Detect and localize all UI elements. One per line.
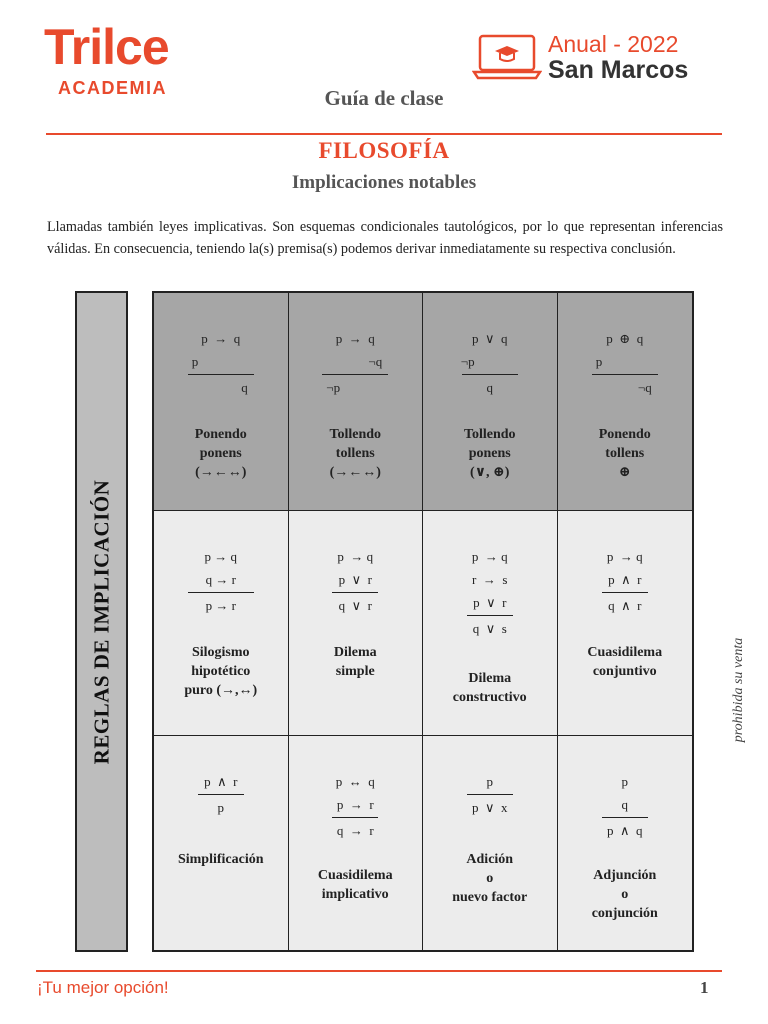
rule-cell-tollendo-tollens bbox=[289, 293, 424, 511]
inference-bar bbox=[332, 817, 378, 818]
premise: p → q bbox=[337, 549, 374, 564]
premise: p bbox=[486, 774, 493, 789]
premise: r → s bbox=[472, 572, 508, 587]
conclusion: ¬q bbox=[637, 380, 652, 395]
guide-title: Guía de clase bbox=[324, 86, 444, 110]
premise: ¬q bbox=[368, 354, 383, 369]
rule-formula bbox=[289, 545, 423, 617]
rule-formula bbox=[289, 327, 423, 399]
conclusion: p bbox=[217, 800, 224, 815]
rule-cell-ponendo-tollens bbox=[558, 293, 693, 511]
rule-cell-cuasidilema-implicativo bbox=[289, 736, 424, 950]
premise: p → q bbox=[471, 549, 508, 564]
rule-name: Cuasidilema implicativo bbox=[317, 868, 393, 902]
premise: p → q bbox=[335, 331, 375, 346]
rules-table bbox=[152, 291, 694, 952]
rule-cell-dilema-simple bbox=[289, 511, 424, 736]
intro-paragraph: Llamadas también leyes implicativas. Son esquemas condicionales tautológicos, por lo que representan inferencias válidas. En consecuencia, teniendo la(s) premisa(s) podemos derivar inmediatamente su respectiva conclusión. bbox=[47, 219, 723, 257]
inference-bar bbox=[467, 615, 513, 616]
rule-cell-ponendo-ponens bbox=[154, 293, 289, 511]
rule-formula bbox=[154, 545, 288, 617]
conclusion: q ∨ r bbox=[338, 598, 372, 613]
premise: p ∧ r bbox=[204, 774, 238, 789]
rule-name: Dilema simple bbox=[333, 645, 377, 679]
rule-formula bbox=[423, 770, 557, 819]
rule-name: Cuasidilema conjuntivo bbox=[587, 645, 663, 679]
brand-name: Trilce bbox=[44, 19, 169, 75]
rule-formula bbox=[154, 770, 288, 819]
premise: p ∨ q bbox=[471, 331, 508, 346]
watermark bbox=[729, 620, 749, 760]
inference-bar bbox=[322, 374, 388, 375]
rule-cell-adicion bbox=[423, 736, 558, 950]
rule-name: Silogismo hipotético puro (→,↔) bbox=[184, 645, 258, 698]
inference-bar bbox=[188, 592, 254, 593]
rule-name: Simplificación bbox=[177, 852, 264, 867]
conclusion: q bbox=[486, 380, 493, 395]
side-label-box bbox=[75, 291, 128, 952]
premise: p → r bbox=[336, 797, 374, 812]
rule-cell-adjuncion bbox=[558, 736, 693, 950]
rule-name: Ponendo ponens (→←↔) bbox=[194, 427, 247, 480]
premise: p → q bbox=[606, 549, 643, 564]
side-label-text: REGLAS DE IMPLICACIÓN bbox=[89, 479, 113, 764]
inference-bar bbox=[467, 794, 513, 795]
watermark-text: prohibida su venta bbox=[731, 637, 746, 743]
laptop-graduation-icon bbox=[472, 32, 542, 80]
conclusion: q ∨ s bbox=[472, 621, 507, 636]
rule-cell-tollendo-ponens bbox=[423, 293, 558, 511]
inference-bar bbox=[602, 592, 648, 593]
inference-bar bbox=[198, 794, 244, 795]
inference-bar bbox=[602, 817, 648, 818]
premise: p → q bbox=[204, 549, 237, 564]
rule-formula bbox=[154, 327, 288, 399]
premise: p ⊕ q bbox=[606, 331, 644, 346]
conclusion: p ∨ x bbox=[471, 800, 508, 815]
footer-divider bbox=[36, 970, 722, 972]
rule-name: Dilema constructivo bbox=[452, 671, 527, 705]
brand-subtitle: ACADEMIA bbox=[58, 78, 167, 98]
premise: p ∧ r bbox=[608, 572, 642, 587]
conclusion: q ∧ r bbox=[608, 598, 642, 613]
rule-cell-simplificacion bbox=[154, 736, 289, 950]
rule-formula bbox=[423, 545, 557, 640]
premise: ¬p bbox=[460, 354, 475, 369]
premise: p → q bbox=[201, 331, 241, 346]
footer-slogan: ¡Tu mejor opción! bbox=[37, 978, 169, 997]
premise: q bbox=[621, 797, 628, 812]
page-number: 1 bbox=[700, 978, 709, 997]
premise: p ↔ q bbox=[335, 774, 375, 789]
conclusion: p → r bbox=[205, 598, 236, 613]
conclusion: q bbox=[241, 380, 248, 395]
rule-formula bbox=[558, 545, 693, 617]
rule-name: Adición o nuevo factor bbox=[452, 852, 528, 905]
rule-formula bbox=[558, 327, 693, 399]
rule-formula bbox=[289, 770, 423, 842]
rule-formula bbox=[558, 770, 693, 842]
rule-name: Tollendo ponens (∨, ⊕) bbox=[463, 427, 516, 480]
rule-name: Adjunción o conjunción bbox=[591, 868, 658, 921]
program-badge bbox=[472, 32, 688, 84]
rule-cell-silogismo-hipotetico bbox=[154, 511, 289, 736]
topic-title: Implicaciones notables bbox=[291, 172, 477, 193]
rule-name: Ponendo tollens ⊕ bbox=[598, 427, 651, 480]
rule-name: Tollendo tollens (→←↔) bbox=[329, 427, 382, 480]
premise: p bbox=[595, 354, 603, 369]
program-year: Anual - 2022 bbox=[548, 31, 679, 57]
premise: p bbox=[621, 774, 628, 789]
premise: p bbox=[191, 354, 199, 369]
conclusion: ¬p bbox=[326, 380, 341, 395]
inference-bar bbox=[462, 374, 518, 375]
inference-bar bbox=[332, 592, 378, 593]
conclusion: q → r bbox=[336, 823, 374, 838]
program-name: San Marcos bbox=[548, 56, 689, 84]
conclusion: p ∧ q bbox=[606, 823, 643, 838]
rule-cell-dilema-constructivo bbox=[423, 511, 558, 736]
rule-formula bbox=[423, 327, 557, 399]
inference-bar bbox=[188, 374, 254, 375]
premise: p ∨ r bbox=[338, 572, 372, 587]
subject-title: FILOSOFÍA bbox=[318, 138, 450, 163]
premise: q → r bbox=[205, 572, 236, 587]
inference-bar bbox=[592, 374, 658, 375]
premise: p ∨ r bbox=[473, 595, 507, 610]
header-divider bbox=[46, 133, 722, 135]
rule-cell-cuasidilema-conjuntivo bbox=[558, 511, 693, 736]
